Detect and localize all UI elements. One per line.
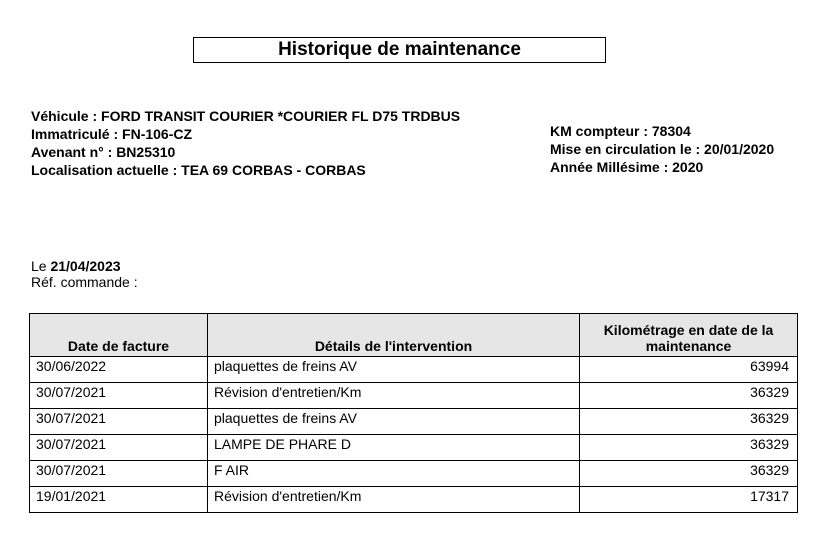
maintenance-table (29, 313, 798, 513)
km-counter: KM compteur : 78304 (550, 123, 691, 139)
cell-date: 19/01/2021 (30, 487, 208, 513)
cell-date: 30/07/2021 (30, 409, 208, 435)
cell-details: plaquettes de freins AV (208, 357, 580, 383)
cell-date: 30/06/2022 (30, 357, 208, 383)
vehicle-location: Localisation actuelle : TEA 69 CORBAS - CORBAS (31, 162, 366, 178)
cell-date: 30/07/2021 (30, 461, 208, 487)
cell-km: 36329 (580, 383, 798, 409)
order-reference: Réf. commande : (31, 274, 138, 290)
table-row (30, 487, 798, 513)
order-date-line (31, 258, 138, 274)
cell-km: 36329 (580, 409, 798, 435)
page-title: Historique de maintenance (278, 39, 521, 60)
cell-date: 30/07/2021 (30, 435, 208, 461)
vehicle-avenant: Avenant n° : BN25310 (31, 144, 176, 160)
cell-details: F AIR (208, 461, 580, 487)
vehicle-stats (550, 122, 774, 176)
cell-details: Révision d'entretien/Km (208, 487, 580, 513)
cell-details: Révision d'entretien/Km (208, 383, 580, 409)
table-row (30, 461, 798, 487)
vehicle-info (31, 107, 460, 179)
table-row (30, 383, 798, 409)
cell-km: 36329 (580, 435, 798, 461)
header-date: Date de facture (30, 314, 208, 357)
cell-km: 17317 (580, 487, 798, 513)
cell-details: LAMPE DE PHARE D (208, 435, 580, 461)
cell-details: plaquettes de freins AV (208, 409, 580, 435)
order-info (31, 258, 138, 290)
model-year: Année Millésime : 2020 (550, 159, 704, 175)
vehicle-plate: Immatriculé : FN-106-CZ (31, 126, 193, 142)
order-date: 21/04/2023 (50, 258, 121, 274)
cell-km: 36329 (580, 461, 798, 487)
page-title-box (193, 37, 606, 63)
table-row (30, 435, 798, 461)
table-header-row (30, 314, 798, 357)
header-details: Détails de l'intervention (208, 314, 580, 357)
header-km: Kilométrage en date de la maintenance (580, 314, 798, 357)
table-row (30, 357, 798, 383)
registration-date: Mise en circulation le : 20/01/2020 (550, 141, 775, 157)
cell-date: 30/07/2021 (30, 383, 208, 409)
order-date-prefix: Le (31, 258, 51, 274)
cell-km: 63994 (580, 357, 798, 383)
vehicle-model: Véhicule : FORD TRANSIT COURIER *COURIER FL D75 TRDBUS (31, 108, 461, 124)
table-row (30, 409, 798, 435)
